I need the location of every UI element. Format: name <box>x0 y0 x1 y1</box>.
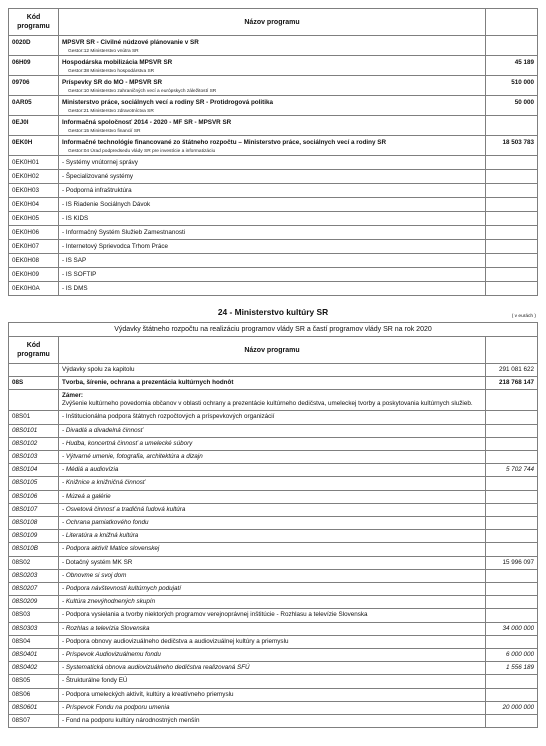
table-row <box>9 675 538 688</box>
subprogram-amount <box>485 411 537 424</box>
program-goal <box>59 390 486 411</box>
program-amount <box>486 170 538 184</box>
program-name-cell <box>59 56 486 76</box>
subprogram-amount: 20 000 000 <box>485 701 537 714</box>
goal-label: Zámer: <box>62 392 83 400</box>
subprogram-amount: 1 556 189 <box>485 662 537 675</box>
table-row <box>9 596 538 609</box>
program-code: 0EK0H01 <box>9 156 59 170</box>
subprogram-code: 08S0102 <box>9 437 59 450</box>
program-name: - Systémy vnútornej správy <box>62 159 138 166</box>
program-code: 0EK0H07 <box>9 240 59 254</box>
subprogram-amount <box>485 490 537 503</box>
table-row <box>9 226 538 240</box>
table-row <box>9 701 538 714</box>
subprogram-amount: 15 996 097 <box>485 556 537 569</box>
table-row <box>9 649 538 662</box>
subprogram-name: - Obnovme si svoj dom <box>59 569 486 582</box>
table-row <box>9 609 538 622</box>
program-name: - IS Riadenie Sociálnych Dávok <box>62 201 151 208</box>
table-row <box>9 156 538 170</box>
program-name-cell <box>59 198 486 212</box>
program-amount: 50 000 <box>486 96 538 116</box>
total-amount: 291 081 622 <box>485 364 537 377</box>
table-row <box>9 268 538 282</box>
subprogram-code: 08S01 <box>9 411 59 424</box>
program-name-cell <box>59 116 486 136</box>
subprogram-name: - Hudba, koncertná činnosť a umelecké súbory <box>59 437 486 450</box>
program-amount <box>486 254 538 268</box>
program-amount: 45 189 <box>486 56 538 76</box>
program-code: 0EK0H05 <box>9 212 59 226</box>
program-amount <box>486 116 538 136</box>
program-gestor: Gestor:04 Úrad podpredsedu vlády SR pre investície a informatizáciu <box>68 149 216 154</box>
subprogram-name: - Príspevok Fondu na podporu umenia <box>59 701 486 714</box>
table-row <box>9 464 538 477</box>
subprogram-name: - Systematická obnova audiovizuálneho dedičstva realizovaná SFÚ <box>59 662 486 675</box>
subprogram-amount <box>485 596 537 609</box>
subprogram-code: 08S04 <box>9 635 59 648</box>
subprogram-code: 08S0107 <box>9 503 59 516</box>
subprogram-code: 08S0203 <box>9 569 59 582</box>
table-row <box>9 517 538 530</box>
table-row <box>9 662 538 675</box>
subprogram-amount: 34 000 000 <box>485 622 537 635</box>
program-gestor: Gestor:12 Ministerstvo vnútra SR <box>68 49 139 54</box>
section-title: 24 - Ministerstvo kultúry SR <box>217 307 329 317</box>
table-row <box>9 170 538 184</box>
table-row <box>9 451 538 464</box>
subprogram-name: - Knižnice a knižničná činnosť <box>59 477 486 490</box>
program-gestor: Gestor:15 Ministerstvo financií SR <box>68 129 141 134</box>
subprogram-name: - Médiá a audiovízia <box>59 464 486 477</box>
program-name: Ministerstvo práce, sociálnych vecí a rodiny SR - Protidrogová politika <box>62 99 274 106</box>
program-gestor: Gestor:38 Ministerstvo hospodárstva SR <box>68 69 155 74</box>
program-name: Informačná spoločnosť 2014 - 2020 - MF SR - MPSVR SR <box>62 119 232 126</box>
subprogram-amount <box>485 517 537 530</box>
program-name: Hospodárska mobilizácia MPSVR SR <box>62 59 173 66</box>
subprogram-code: 08S0209 <box>9 596 59 609</box>
subprogram-name: - Fond na podporu kultúry národnostných menšín <box>59 715 486 728</box>
program-code: 0EK0H02 <box>9 170 59 184</box>
goal-text: Zvýšenie kultúrneho povedomia občanov v oblasti ochrany a prezentácie kultúrneho dedičstva, umeleckej tvorby a poskytovania kultúrnych služieb. <box>62 400 473 408</box>
table-row <box>9 254 538 268</box>
program-code: 0EK0H06 <box>9 226 59 240</box>
subprogram-amount: 6 000 000 <box>485 649 537 662</box>
subprogram-code: 08S0601 <box>9 701 59 714</box>
header-name: Názov programu <box>59 337 486 364</box>
header-name: Názov programu <box>59 9 486 36</box>
subprogram-name: - Príspevok Audiovizuálnemu fondu <box>59 649 486 662</box>
table-row <box>9 530 538 543</box>
program-name-cell <box>59 240 486 254</box>
program-name: - Informačný Systém Služieb Zamestnanosti <box>62 229 186 236</box>
subprogram-amount: 5 702 744 <box>485 464 537 477</box>
table-row <box>9 622 538 635</box>
program-name: - IS KIDS <box>62 215 89 222</box>
table-row <box>9 543 538 556</box>
program-amount <box>486 198 538 212</box>
subprogram-name: - Štrukturálne fondy EÚ <box>59 675 486 688</box>
program-code: 0AR05 <box>9 96 59 116</box>
program-code: 08S <box>9 377 59 390</box>
table-row <box>9 503 538 516</box>
subprogram-amount <box>485 451 537 464</box>
table-row <box>9 96 538 116</box>
subprogram-code: 08S0104 <box>9 464 59 477</box>
program-name-cell <box>59 226 486 240</box>
header-amount <box>486 9 538 36</box>
program-code: 0EK0H0A <box>9 282 59 296</box>
subprogram-name: - Literatúra a knižná kultúra <box>59 530 486 543</box>
program-name: - Internetový Sprievodca Trhom Práce <box>62 243 169 250</box>
subprogram-code: 08S0108 <box>9 517 59 530</box>
table-row <box>9 212 538 226</box>
header-amount <box>485 337 537 364</box>
program-code: 0EK0H08 <box>9 254 59 268</box>
subprogram-code: 08S03 <box>9 609 59 622</box>
program-amount: 218 768 147 <box>485 377 537 390</box>
subprogram-name: - Podpora vysielania a tvorby niektorých programov verejnoprávnej inštitúcie - Rozhlasu a televízie Slovenska <box>59 609 486 622</box>
program-name-cell <box>59 36 486 56</box>
program-code: 0EK0H04 <box>9 198 59 212</box>
subprogram-amount <box>485 477 537 490</box>
program-code: 0EK0H <box>9 136 59 156</box>
subprogram-name: - Podpora obnovy audiovizuálneho dedičstva a audiovizuálnej kultúry a priemyslu <box>59 635 486 648</box>
program-name: MPSVR SR - Civilné núdzové plánovanie v SR <box>62 39 199 46</box>
table-row <box>9 240 538 254</box>
program-amount <box>486 212 538 226</box>
subprogram-name: - Divadlá a divadelná činnosť <box>59 424 486 437</box>
program-code: 09706 <box>9 76 59 96</box>
program-name-cell <box>59 212 486 226</box>
subprogram-code: 08S010B <box>9 543 59 556</box>
program-amount <box>486 184 538 198</box>
subprogram-amount <box>485 688 537 701</box>
program-code: 0EJ0I <box>9 116 59 136</box>
subprogram-code: 08S07 <box>9 715 59 728</box>
program-name: - IS SOFTIP <box>62 271 97 278</box>
table-row <box>9 715 538 728</box>
program-amount <box>486 156 538 170</box>
subprogram-code: 08S02 <box>9 556 59 569</box>
subprogram-amount <box>485 569 537 582</box>
subprogram-amount <box>485 543 537 556</box>
program-code: 06H09 <box>9 56 59 76</box>
programs-table-1 <box>8 8 538 296</box>
program-amount <box>486 36 538 56</box>
zamer-amount-cell <box>485 390 537 411</box>
currency-note: ( v eurách ) <box>511 314 536 319</box>
program-name: - Špecializované systémy <box>62 173 134 180</box>
program-gestor: Gestor:10 Ministerstvo zahraničných vecí a európskych záležitostí SR <box>68 89 217 94</box>
subprogram-code: 08S0106 <box>9 490 59 503</box>
program-amount <box>486 282 538 296</box>
table-row <box>9 477 538 490</box>
subprogram-code: 08S0402 <box>9 662 59 675</box>
table-row <box>9 437 538 450</box>
subprogram-amount <box>485 715 537 728</box>
subprogram-name: - Podpora umeleckých aktivít, kultúry a kreatívneho priemyslu <box>59 688 486 701</box>
subprogram-code: 08S0101 <box>9 424 59 437</box>
program-name-cell <box>59 268 486 282</box>
program-amount <box>486 240 538 254</box>
subprogram-code: 08S0401 <box>9 649 59 662</box>
subprogram-amount <box>485 530 537 543</box>
table-row <box>9 136 538 156</box>
program-name-cell <box>59 136 486 156</box>
program-name-cell <box>59 76 486 96</box>
subprogram-name: - Podpora aktivít Matice slovenskej <box>59 543 486 556</box>
subprogram-code: 08S06 <box>9 688 59 701</box>
subprogram-name: - Ochrana pamiatkového fondu <box>59 517 486 530</box>
program-amount: 18 503 783 <box>486 136 538 156</box>
subprogram-name: - Podpora návštevnosti kultúrnych podujatí <box>59 583 486 596</box>
subprogram-amount <box>485 635 537 648</box>
table-caption: Výdavky štátneho rozpočtu na realizáciu programov vlády SR a častí programov vlády SR na rok 2020 <box>9 323 538 337</box>
program-name-cell <box>59 254 486 268</box>
program-name-cell <box>59 96 486 116</box>
subprogram-code: 08S05 <box>9 675 59 688</box>
subprogram-name: - Dotačný systém MK SR <box>59 556 486 569</box>
program-code: 0EK0H03 <box>9 184 59 198</box>
subprogram-code: 08S0103 <box>9 451 59 464</box>
program-name-cell <box>59 282 486 296</box>
program-amount: 510 000 <box>486 76 538 96</box>
table-row <box>9 569 538 582</box>
program-name-cell <box>59 156 486 170</box>
program-name: Informačné technológie financované zo štátneho rozpočtu – Ministerstvo práce, sociálnych vecí a rodiny SR <box>62 139 387 146</box>
table-row <box>9 198 538 212</box>
subprogram-amount <box>485 437 537 450</box>
program-code: 0020D <box>9 36 59 56</box>
subprogram-code: 08S0109 <box>9 530 59 543</box>
table-row <box>9 490 538 503</box>
program-name: Tvorba, šírenie, ochrana a prezentácia kultúrnych hodnôt <box>59 377 486 390</box>
table-row <box>9 184 538 198</box>
zamer-code-cell <box>9 390 59 411</box>
header-code: Kód programu <box>9 337 59 364</box>
program-name: Príspevky SR do MO - MPSVR SR <box>62 79 163 86</box>
program-amount <box>486 268 538 282</box>
total-label: Výdavky spolu za kapitolu <box>59 364 486 377</box>
subprogram-name: - Výtvarné umenie, fotografia, architektúra a dizajn <box>59 451 486 464</box>
program-code: 0EK0H09 <box>9 268 59 282</box>
subprogram-amount <box>485 675 537 688</box>
programs-table-2 <box>8 322 538 728</box>
header-code: Kód programu <box>9 9 59 36</box>
program-gestor: Gestor:21 Ministerstvo zdravotníctva SR <box>68 109 154 114</box>
table-row <box>9 635 538 648</box>
table-row <box>9 282 538 296</box>
table-row <box>9 556 538 569</box>
table-row <box>9 36 538 56</box>
program-name-cell <box>59 184 486 198</box>
subprogram-amount <box>485 583 537 596</box>
program-amount <box>486 226 538 240</box>
subprogram-code: 08S0303 <box>9 622 59 635</box>
table-row <box>9 76 538 96</box>
table-row <box>9 411 538 424</box>
table-row <box>9 424 538 437</box>
subprogram-amount <box>485 424 537 437</box>
program-name: - IS DMS <box>62 285 88 292</box>
table-row <box>9 583 538 596</box>
total-code <box>9 364 59 377</box>
subprogram-amount <box>485 503 537 516</box>
subprogram-amount <box>485 609 537 622</box>
subprogram-name: - Rozhlas a televízia Slovenska <box>59 622 486 635</box>
subprogram-code: 08S0105 <box>9 477 59 490</box>
subprogram-name: - Múzeá a galérie <box>59 490 486 503</box>
program-name: - Podporná infraštruktúra <box>62 187 132 194</box>
program-name: - IS SAP <box>62 257 87 264</box>
table-row <box>9 116 538 136</box>
program-name-cell <box>59 170 486 184</box>
table-row <box>9 56 538 76</box>
subprogram-name: - Kultúra znevýhodnených skupín <box>59 596 486 609</box>
subprogram-name: - Inštitucionálna podpora štátnych rozpočtových a príspevkových organizácií <box>59 411 486 424</box>
table-row <box>9 688 538 701</box>
subprogram-code: 08S0207 <box>9 583 59 596</box>
subprogram-name: - Osvetová činnosť a tradičná ľudová kultúra <box>59 503 486 516</box>
